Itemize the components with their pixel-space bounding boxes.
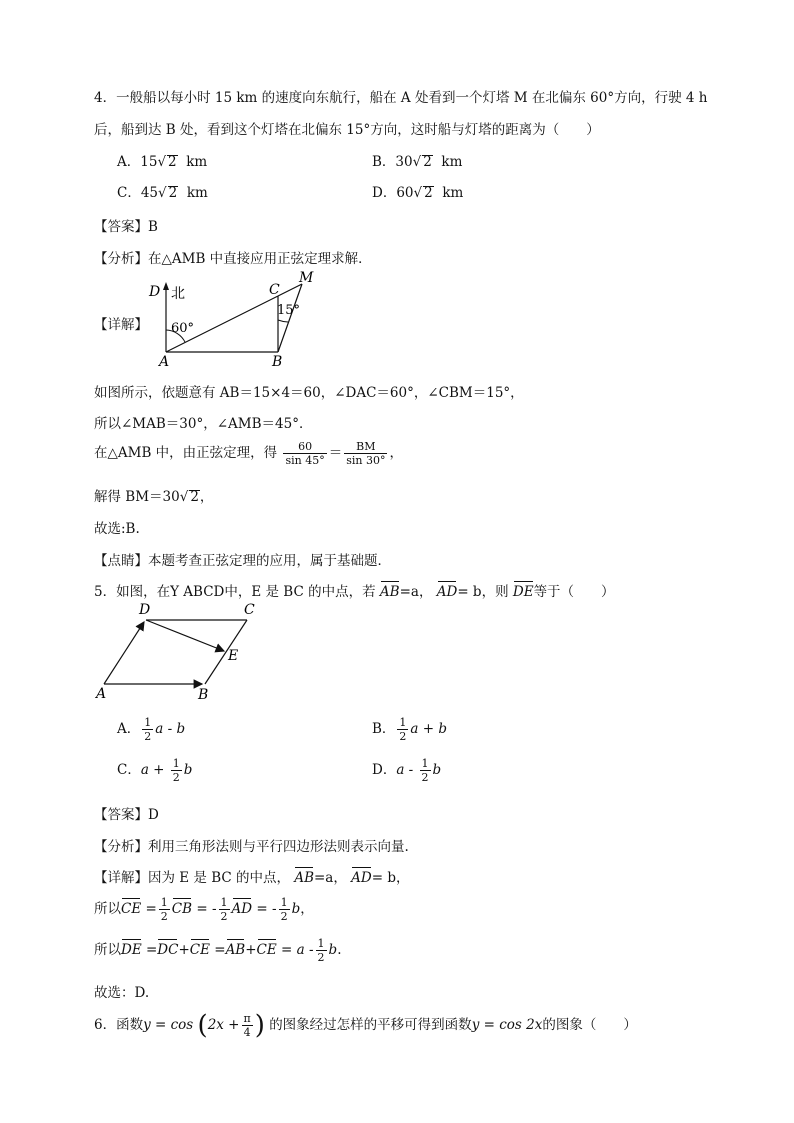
- q5-detail-line1: 【详解】因为 E 是 BC 的中点， AB=a， AD= b，: [94, 870, 410, 886]
- q5-parallelogram-diagram: [92, 598, 267, 706]
- q4-option-a: A．15√ 2 km: [117, 154, 208, 170]
- q4-triangle-diagram: [145, 268, 325, 370]
- q4-detail-line3: 在△AMB 中，由正弦定理，得 $\frac{60}{\sin 45^\circ}$ ＝ $\frac{BM}{\sin 30^\circ}$ ，: [94, 440, 403, 467]
- q5-detail-line2: 所以CE = $\frac{1}{2}$ CB = - $\frac{1}{2}$ AD = - $\frac{1}{2}$ b，: [94, 896, 314, 923]
- q4-option-b: B．30√ 2 km: [372, 154, 463, 170]
- q5-option-c: C．a + $\frac{1}{2}$ b: [117, 757, 193, 784]
- vector-ad: [104, 622, 144, 684]
- q4-stem-line2: 后，船到达 B 处，看到这个灯塔在北偏东 15°方向，这时船与灯塔的距离为（ ）: [94, 122, 600, 138]
- q4-detail-line2: 所以∠MAB＝30°，∠AMB＝45°．: [94, 416, 313, 432]
- q4-detail-line1: 如图所示，依题意有 AB＝15×4＝60，∠DAC＝60°，∠CBM＝15°，: [94, 385, 524, 401]
- label-m: M: [299, 270, 314, 286]
- q5-analysis: 【分析】利用三角形法则与平行四边形法则表示向量.: [94, 839, 409, 855]
- q5-option-b: B． $\frac{1}{2}$ a + b: [372, 716, 448, 743]
- segment-cb: [205, 620, 247, 684]
- q4-detail-line4: 解得 BM＝30√ 2，: [94, 489, 214, 505]
- q4-detail-line5: 故选:B.: [94, 521, 140, 537]
- label-e: E: [228, 648, 239, 664]
- q5-stem: 5．如图，在Y ABCD中，E 是 BC 的中点，若 AB=a， AD= b，则 DE等于（ ）: [94, 584, 615, 600]
- frac-60-sin45: $\frac{60}{\sin 45^\circ}$: [285, 440, 325, 467]
- q4-stem-line1: 4．一般船以每小时 15 km 的速度向东航行，船在 A 处看到一个灯塔 M 在北偏东 60°方向，行驶 4 h: [94, 90, 708, 106]
- label-b: B: [272, 354, 283, 370]
- label-d: D: [139, 602, 151, 618]
- q5-option-a: A． $\frac{1}{2}$ a - b: [117, 716, 186, 743]
- q5-option-d: D．a - $\frac{1}{2}$ b: [372, 757, 442, 784]
- label-b: B: [198, 687, 209, 703]
- angle-15-arc: [278, 320, 288, 322]
- label-d: D: [149, 284, 161, 300]
- q4-detail-tag: 【详解】: [94, 317, 148, 333]
- q6-stem: 6．函数y = cos (2x + $\frac{\pi}{4}$ ) 的图象经过怎样的平移可得到函数y = cos 2x的图象（ ）: [94, 1010, 637, 1041]
- q4-answer: 【答案】B: [94, 219, 158, 235]
- label-angle-15: 15°: [277, 303, 301, 318]
- label-a: A: [159, 354, 170, 370]
- label-c: C: [269, 282, 280, 298]
- q5-answer: 【答案】D: [94, 807, 159, 823]
- q4-option-d: D．60√ 2 km: [372, 185, 464, 201]
- q4-analysis: 【分析】在△AMB 中直接应用正弦定理求解．: [94, 251, 372, 267]
- vector-de: [146, 620, 224, 651]
- q5-detail-line3: 所以DE =DC+CE =AB+CE = a - $\frac{1}{2}$ b.: [94, 937, 342, 964]
- label-c: C: [244, 602, 255, 618]
- label-north: 北: [171, 286, 185, 302]
- north-arrow-icon: [163, 282, 169, 290]
- q4-option-c: C．45√ 2 km: [117, 185, 208, 201]
- label-a: A: [96, 686, 107, 702]
- q4-point: 【点睛】本题考查正弦定理的应用，属于基础题．: [94, 553, 391, 569]
- q5-final: 故选：D.: [94, 985, 150, 1001]
- frac-bm-sin30: $\frac{BM}{\sin 30^\circ}$: [346, 440, 386, 467]
- label-angle-60: 60°: [171, 321, 195, 336]
